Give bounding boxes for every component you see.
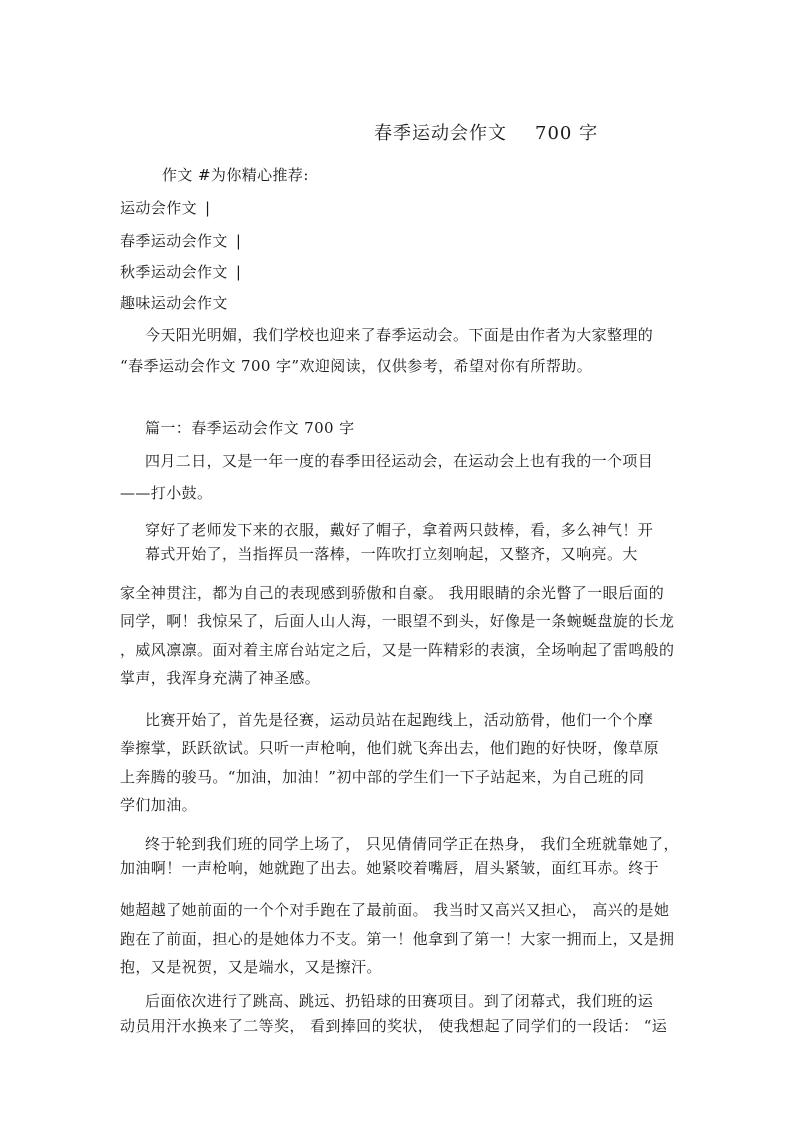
body-line: 家全神贯注，都为自己的表现感到骄傲和自豪。 我用眼睛的余光瞥了一眼后面的	[120, 584, 665, 602]
document-title	[374, 124, 598, 144]
body-line: 后面依次进行了跳高、跳远、扔铅球的田赛项目。到了闭幕式，我们班的运	[145, 992, 654, 1010]
link-sports-meet-essay[interactable]: 运动会作文	[120, 199, 198, 217]
link-spring-sports-meet-essay[interactable]: 春季运动会作文	[120, 232, 228, 250]
body-line: 今天阳光明媚，我们学校也迎来了春季运动会。下面是由作者为大家整理的	[145, 326, 654, 344]
body-line: 学们加油。	[120, 796, 198, 814]
link-autumn-sports-meet-essay[interactable]: 秋季运动会作文	[120, 263, 228, 281]
body-line: 穿好了老师发下来的衣服，戴好了帽子，拿着两只鼓棒，看，多么神气！开	[145, 521, 654, 539]
body-line: 四月二日，又是一年一度的春季田径运动会，在运动会上也有我的一个项目	[145, 452, 654, 470]
body-line: 掌声，我浑身充满了神圣感。	[120, 669, 321, 687]
body-line: “春季运动会作文 700 字”欢迎阅读，仅供参考，希望对你有所帮助。	[120, 357, 593, 375]
link-separator: |	[235, 263, 242, 281]
link-separator: |	[235, 232, 242, 250]
section-heading: 篇一：春季运动会作文 700 字	[145, 419, 355, 437]
body-line: 动员用汗水换来了二等奖， 看到捧回的奖状， 使我想起了同学们的一段话： “运	[120, 1017, 668, 1035]
body-line: ——打小鼓。	[120, 484, 213, 502]
body-line: 上奔腾的骏马。“加油，加油！”初中部的学生们一下子站起来，为自己班的同	[120, 768, 645, 786]
link-fun-sports-meet-essay[interactable]: 趣味运动会作文	[120, 294, 228, 312]
body-line: 比赛开始了，首先是径赛，运动员站在起跑线上，活动筋骨，他们一个个摩	[145, 711, 654, 729]
body-line: 终于轮到我们班的同学上场了， 只见倩倩同学正在热身， 我们全班就靠她了，	[145, 835, 679, 853]
body-line: 跑在了前面，担心的是她体力不支。第一！他拿到了第一！大家一拥而上，又是拥	[120, 930, 675, 948]
body-line: 幕式开始了，当指挥员一落棒，一阵吹打立刻响起，又整齐，又响亮。大	[145, 545, 638, 563]
body-line: 拳擦掌，跃跃欲试。只听一声枪响，他们就飞奔出去，他们跑的好快呀，像草原	[120, 739, 660, 757]
link-line-4	[120, 293, 228, 313]
body-line: 加油啊！一声枪响，她就跑了出去。她紧咬着嘴唇，眉头紧皱，面红耳赤。终于	[120, 859, 660, 877]
body-line: ，威风凛凛。面对着主席台站定之后，又是一阵精彩的表演，全场响起了雷鸣般的	[120, 641, 675, 659]
link-line-3	[120, 262, 241, 282]
intro-line: 作文 #为你精心推荐:	[162, 166, 309, 184]
body-line: 抱，又是祝贺，又是端水，又是擦汗。	[120, 958, 382, 976]
body-line: 同学，啊！我惊呆了，后面人山人海，一眼望不到头，好像是一条蜿蜒盘旋的长龙	[120, 612, 675, 630]
body-line: 她超越了她前面的一个个对手跑在了最前面。 我当时又高兴又担心， 高兴的是她	[120, 901, 670, 919]
link-line-1	[120, 198, 210, 218]
link-line-2	[120, 231, 241, 251]
title-word-count: 700 字	[535, 123, 599, 144]
link-separator: |	[205, 199, 211, 217]
title-text: 春季运动会作文	[374, 123, 507, 144]
